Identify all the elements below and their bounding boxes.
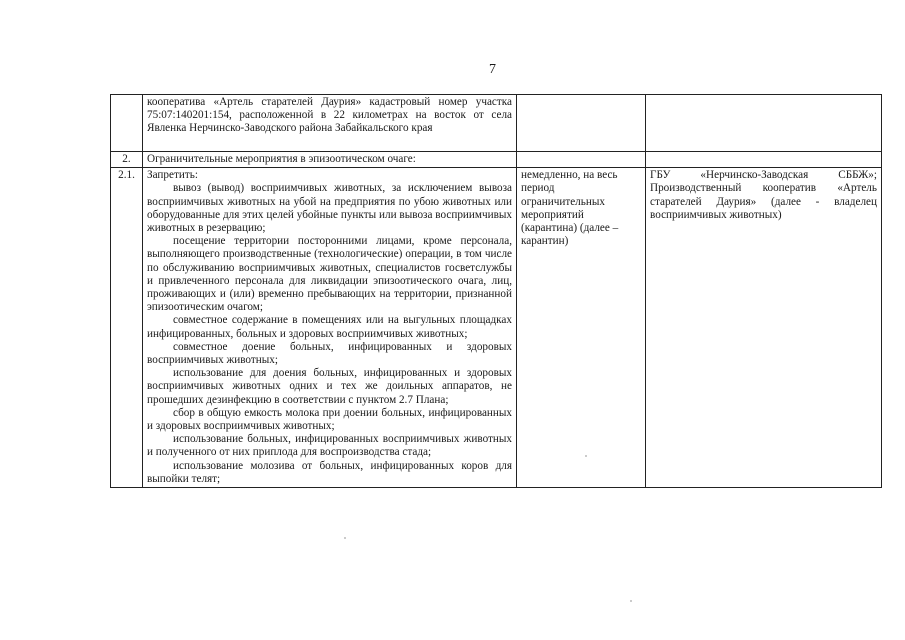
item-responsible: ГБУ «Нерчинско-Заводская СББЖ»; Производственный кооператив «Артель старателей Даурия» (далее - владелец восприимчивых животных): [646, 168, 882, 488]
page-number: 7: [489, 62, 496, 77]
section-title: Ограничительные мероприятия в эпизоотическом очаге:: [143, 152, 517, 168]
measures-table: [110, 94, 882, 488]
cell-number: [111, 95, 143, 152]
scan-speck: [585, 455, 587, 457]
item-number: 2.1.: [111, 168, 143, 488]
measure-paragraph: использование для доения больных, инфицированных и здоровых восприимчивых животных одних и тех же доильных аппаратов, не прошедших дезинфекцию в соответствии с пунктом 2.7 Плана;: [147, 367, 512, 406]
cell-measure-text: кооператива «Артель старателей Даурия» кадастровый номер участка 75:07:140201:154, расположенной в 22 километрах на восток от села Явленка Нерчинско-Заводского района Забайкальского края: [143, 95, 517, 152]
measure-paragraph: использование молозива от больных, инфицированных коров для выпойки телят;: [147, 459, 512, 485]
measure-paragraph: посещение территории посторонними лицами, кроме персонала, выполняющего производственные (технологические) операции, в том числе по обслуживанию восприимчивых животных, специалистов госветслужбы и привлеченного персонала для ликвидации эпизоотического очага, лиц, проживающих и (или) временно пребывающих на территории, признанной эпизоотическим очагом;: [147, 235, 512, 314]
cell-empty: [646, 152, 882, 168]
cell-responsible: [646, 95, 882, 152]
scan-speck: [344, 537, 346, 539]
table-row-continuation: [111, 95, 882, 152]
measure-paragraph: совместное содержание в помещениях или на выгульных площадках инфицированных, больных и здоровых восприимчивых животных;: [147, 314, 512, 340]
cell-deadline: [517, 95, 646, 152]
measure-paragraph: вывоз (вывод) восприимчивых животных, за исключением вывоза восприимчивых животных на убой на предприятия по убою животных или оборудованные для этих целей убойные пункты или вывоза восприимчивых животных в резервацию;: [147, 182, 512, 235]
measure-paragraph: совместное доение больных, инфицированных и здоровых восприимчивых животных;: [147, 340, 512, 367]
measure-paragraph: сбор в общую емкость молока при доении больных, инфицированных и здоровых восприимчивых животных;: [147, 406, 512, 433]
scan-speck: [630, 600, 632, 602]
table-row-section: [111, 152, 882, 168]
section-number: 2.: [111, 152, 143, 168]
cell-empty: [517, 152, 646, 168]
item-measures: [143, 168, 517, 488]
item-deadline: немедленно, на весь период ограничительных мероприятий (карантина) (далее – карантин): [517, 168, 646, 488]
table-row-item: [111, 168, 882, 488]
item-heading: Запретить:: [147, 169, 198, 182]
measure-paragraph: использование больных, инфицированных восприимчивых животных и полученного от них приплода для воспроизводства стада;: [147, 433, 512, 459]
